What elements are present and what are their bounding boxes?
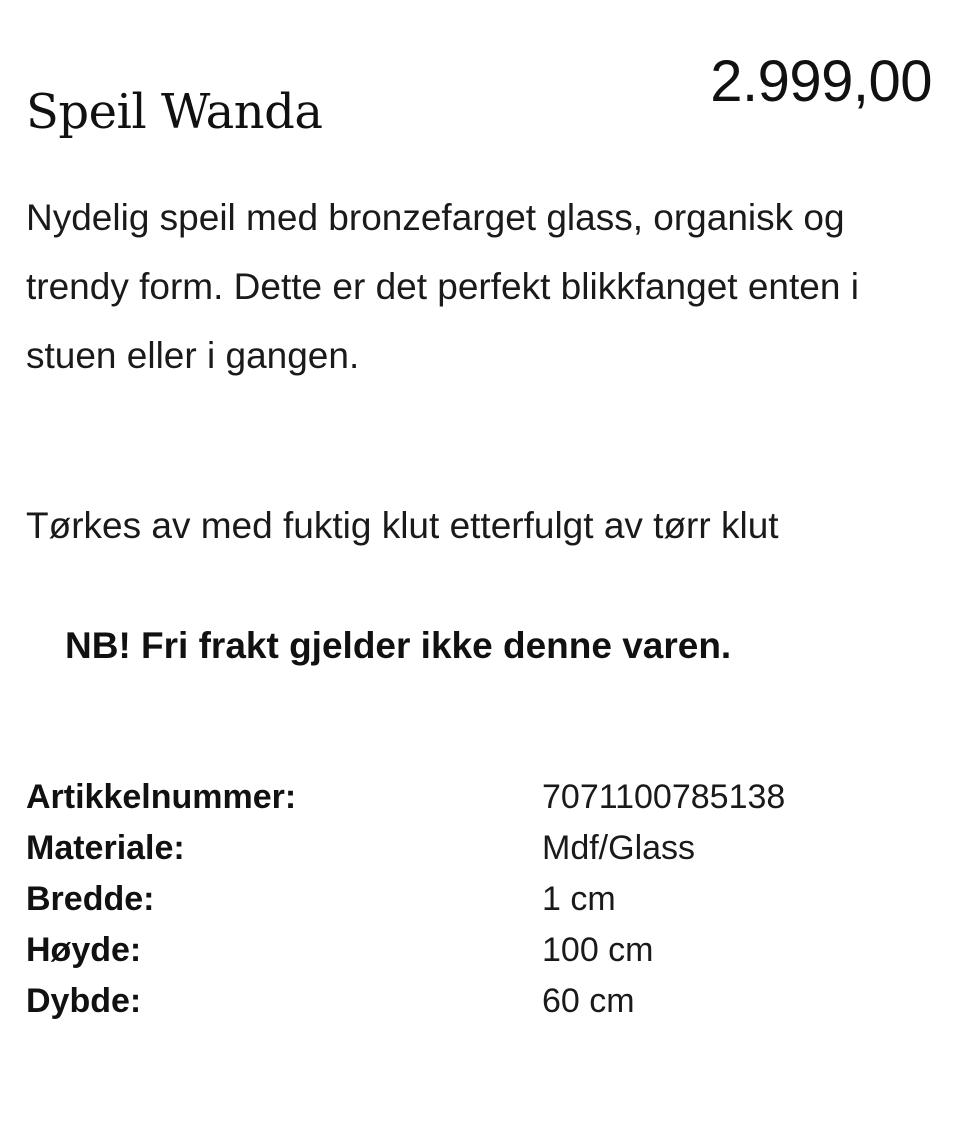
spec-label: Dybde: xyxy=(26,982,142,1020)
spec-label: Artikkelnummer: xyxy=(26,778,297,816)
spec-value: 100 cm xyxy=(542,931,654,969)
spec-value: 1 cm xyxy=(542,880,616,918)
spec-label: Høyde: xyxy=(26,931,142,969)
spec-row-width xyxy=(26,874,931,925)
spec-label: Materiale: xyxy=(26,829,185,867)
spec-value: Mdf/Glass xyxy=(542,829,696,867)
spec-value: 60 cm xyxy=(542,982,635,1020)
spec-label: Bredde: xyxy=(26,880,155,918)
spec-row-depth xyxy=(26,976,931,1027)
shipping-notice: NB! Fri frakt gjelder ikke denne varen. xyxy=(65,625,732,666)
spec-row-material xyxy=(26,823,931,874)
spec-row-height xyxy=(26,925,931,976)
product-title: Speil Wanda xyxy=(26,84,323,141)
care-instructions: Tørkes av med fuktig klut etterfulgt av tørr klut xyxy=(26,505,779,546)
spec-value: 7071100785138 xyxy=(542,778,786,816)
product-description: Nydelig speil med bronzefarget glass, organisk og trendy form. Dette er det perfekt blikkfanget enten i stuen eller i gangen. xyxy=(26,197,859,376)
product-specs-table xyxy=(26,772,931,1027)
spec-row-article-number xyxy=(26,772,931,823)
product-price: 2.999,00 xyxy=(710,49,932,114)
